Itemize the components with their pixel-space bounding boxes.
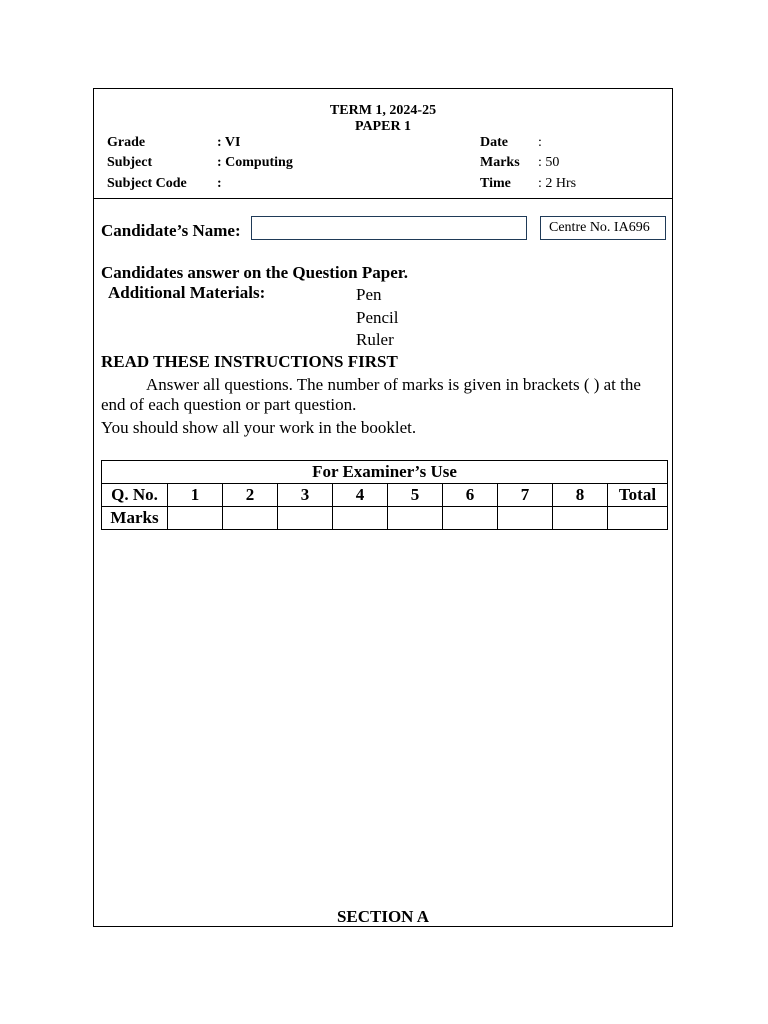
marks-cell[interactable]	[333, 507, 388, 530]
subject-code-value: :	[217, 176, 222, 191]
additional-materials-label: Additional Materials:	[108, 283, 266, 302]
grade-label: Grade	[107, 135, 146, 150]
qno-cell: 7	[498, 484, 553, 507]
material-item-pen: Pen	[356, 285, 382, 304]
instructions-paragraph: Answer all questions. The number of marks is given in brackets ( ) at the end of each question or part question.	[101, 375, 641, 414]
qno-cell: 4	[333, 484, 388, 507]
subject-label: Subject	[107, 155, 153, 170]
marks-label: Marks	[480, 155, 520, 170]
time-value: : 2 Hrs	[538, 176, 577, 191]
date-value: :	[538, 135, 542, 150]
centre-number-box: Centre No. IA696	[540, 216, 666, 240]
qno-cell: 1	[168, 484, 223, 507]
subject-value: : Computing	[217, 155, 293, 170]
qno-cell: 3	[278, 484, 333, 507]
marks-cell[interactable]	[388, 507, 443, 530]
marks-cell[interactable]	[553, 507, 608, 530]
section-heading: SECTION A	[336, 907, 430, 926]
term-title: TERM 1, 2024-25	[329, 103, 437, 118]
marks-cell[interactable]	[498, 507, 553, 530]
total-header: Total	[608, 484, 668, 507]
marks-value: : 50	[538, 155, 560, 170]
qno-cell: 2	[223, 484, 278, 507]
grade-value: : VI	[217, 135, 241, 150]
question-number-row	[102, 484, 668, 507]
instructions-heading: READ THESE INSTRUCTIONS FIRST	[101, 352, 398, 371]
material-item-ruler: Ruler	[356, 330, 394, 349]
qno-cell: 5	[388, 484, 443, 507]
paper-header	[94, 89, 672, 199]
time-label: Time	[480, 176, 511, 191]
marks-header: Marks	[102, 507, 168, 530]
qno-header: Q. No.	[102, 484, 168, 507]
examiner-table-caption: For Examiner’s Use	[102, 461, 668, 484]
marks-total-cell[interactable]	[608, 507, 668, 530]
qno-cell: 8	[553, 484, 608, 507]
answer-note: Candidates answer on the Question Paper.	[101, 263, 408, 282]
examiner-use-table	[101, 460, 668, 530]
marks-cell[interactable]	[223, 507, 278, 530]
candidate-name-label: Candidate’s Name:	[101, 221, 241, 240]
marks-cell[interactable]	[278, 507, 333, 530]
marks-cell[interactable]	[443, 507, 498, 530]
date-label: Date	[480, 135, 508, 150]
marks-cell[interactable]	[168, 507, 223, 530]
exam-paper-frame	[93, 88, 673, 927]
paper-title: PAPER 1	[354, 119, 412, 134]
table-caption-row	[102, 461, 668, 484]
candidate-name-field[interactable]	[251, 216, 527, 240]
subject-code-label: Subject Code	[107, 176, 187, 191]
instructions-booklet-note: You should show all your work in the booklet.	[101, 418, 417, 437]
marks-row	[102, 507, 668, 530]
material-item-pencil: Pencil	[356, 308, 399, 327]
qno-cell: 6	[443, 484, 498, 507]
